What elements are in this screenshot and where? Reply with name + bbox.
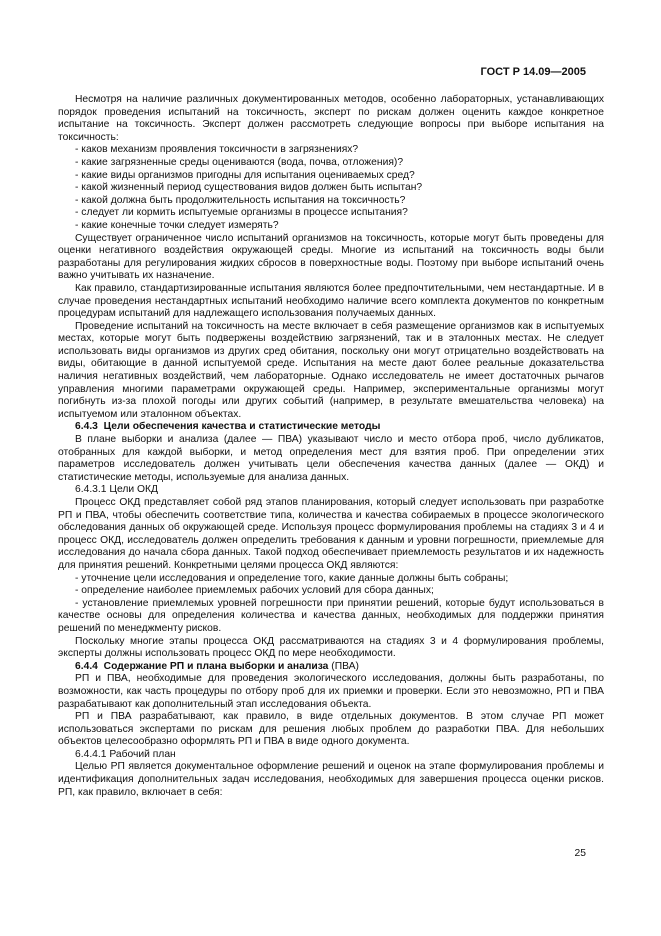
paragraph-6-4-3: В плане выборки и анализа (далее — ПВА) указывают число и место отбора проб, число дубликатов, отобранных для каждой выборки, и метод определения мест для взятия проб. При определении этих параметров исследователь должен учитывать цели обеспечения качества данных (далее — ОКД) и статистические методы, используемые для анализа данных.: [58, 434, 604, 483]
section-suffix: (ПВА): [331, 660, 359, 672]
paragraph-onsite-tests: Проведение испытаний на токсичность на месте включает в себя размещение организмов как в испытуемых местах, которые могут быть подвержены воздействию загрязнений, так и в эталонных местах. Не следует использовать виды организмов из других сред обитания, поскольку они могут отрицательно воздействовать на виды, обитающие в данной испытуемой среде. Испытания на месте дают более реальные доказательства наличия негативных воздействий, чем лабораторные. Однако исследователь не имеет достаточных рычагов управления многими параметрами окружающей среды. Например, экспериментальные организмы могут погибнуть из-за плохой погоды или других событий (например, в результате вмешательства человека) на испытуемом или эталонном объектах.: [58, 320, 604, 420]
question-item: - следует ли кормить испытуемые организмы в процессе испытания?: [75, 207, 408, 219]
paragraph-standard-tests: Как правило, стандартизированные испытания являются более предпочтительными, чем нестандартные. И в случае проведения нестандартных испытаний необходимо наличие всего комплекта документов по конкретным процедурам испытаний для надлежащего использования получаемых данных.: [58, 282, 604, 320]
okd-goal-item: - определение наиболее приемлемых рабочих условий для сбора данных;: [75, 585, 434, 597]
paragraph-okd-stages: Поскольку многие этапы процесса ОКД рассматриваются на стадиях 3 и 4 формулирования проблемы, эксперты должны использовать процесс ОКД по мере необходимости.: [58, 635, 604, 660]
question-item: - каков механизм проявления токсичности в загрязнениях?: [75, 144, 359, 156]
okd-goal-item: - установление приемлемых уровней погрешности при принятии решений, которые будут использоваться в качестве основы для определения количества и качества данных, необходимых для поддержки принятия решений по менеджменту рисков.: [58, 597, 604, 634]
paragraph-6-4-3-1: Процесс ОКД представляет собой ряд этапов планирования, который следует использовать при разработке РП и ПВА, чтобы обеспечить соответствие типа, количества и качества собираемых в процессе экологического обследования данных об окружающей среде. Используя процесс формулирования проблемы на стадиях 3 и 4 и процесс ОКД, исследователь должен определить требования к данным и уровни погрешности, приемлемые для исследования до начала сбора данных. Такой подход обеспечивает приемлемость результатов и их надежность для принятия решений. Конкретными целями процесса ОКД являются:: [58, 497, 604, 571]
paragraph-6-4-4-1: Целью РП является документальное оформление решений и оценок на этапе формулирования проблемы и идентификация дополнительных задач исследования, необходимых для завершения процесса оценки рисков. РП, как правило, включает в себя:: [58, 761, 604, 798]
paragraph-limited-tests: Существует ограниченное число испытаний организмов на токсичность, которые могут быть проведены для оценки негативного воздействия окружающей среды. Многие из испытаний на токсичность воды были разработаны для регулирования жидких сбросов в поверхностные воды. Поэтому при выборе испытаний очень важно учитывать их назначение.: [58, 232, 604, 282]
subsection-heading-6-4-4-1: 6.4.4.1 Рабочий план: [75, 748, 176, 760]
document-code-header: ГОСТ Р 14.09—2005: [480, 66, 586, 78]
section-number: 6.4.3: [75, 421, 98, 433]
section-number: 6.4.4: [75, 660, 98, 672]
page-number: 25: [574, 848, 586, 859]
okd-goal-item: - уточнение цели исследования и определение того, какие данные должны быть собраны;: [75, 572, 509, 584]
question-item: - какой должна быть продолжительность испытания на токсичность?: [75, 194, 406, 206]
question-item: - какой жизненный период существования видов должен быть испытан?: [75, 182, 423, 194]
section-heading-6-4-3: [58, 421, 604, 434]
subsection-heading-6-4-3-1: 6.4.3.1 Цели ОКД: [75, 484, 158, 496]
paragraph-6-4-4-a: РП и ПВА, необходимые для проведения экологического исследования, должны быть разработаны, по возможности, как часть процедуры по отбору проб для их приемки и проверки. Если это невозможно, РП и ПВА разрабатывают как дополнительный этап исследования объекта.: [58, 673, 604, 710]
question-item: - какие загрязненные среды оцениваются (вода, почва, отложения)?: [75, 156, 404, 168]
question-item: - какие конечные точки следует измерять?: [75, 219, 279, 231]
section-heading-6-4-4: [58, 661, 604, 674]
intro-paragraph: Несмотря на наличие различных документированных методов, особенно лабораторных, устанавливающих порядок проведения испытаний на токсичность, эксперт по рискам должен оценить каждое конкретное испытание на токсичность. Эксперт должен рассмотреть следующие вопросы при выборе испытания на токсичность:: [58, 94, 604, 143]
section-title: Цели обеспечения качества и статистические методы: [103, 421, 381, 433]
body-text: [58, 94, 604, 799]
paragraph-6-4-4-b: РП и ПВА разрабатывают, как правило, в виде отдельных документов. В этом случае РП может использоваться экспертами по рискам для решения любых проблем до разработки ПВА. Для небольших объектов целесообразно оформлять РП и ПВА в виде одного документа.: [58, 711, 604, 748]
section-title: Содержание РП и плана выборки и анализа: [103, 660, 329, 672]
question-item: - какие виды организмов пригодны для испытания оцениваемых сред?: [75, 169, 415, 181]
